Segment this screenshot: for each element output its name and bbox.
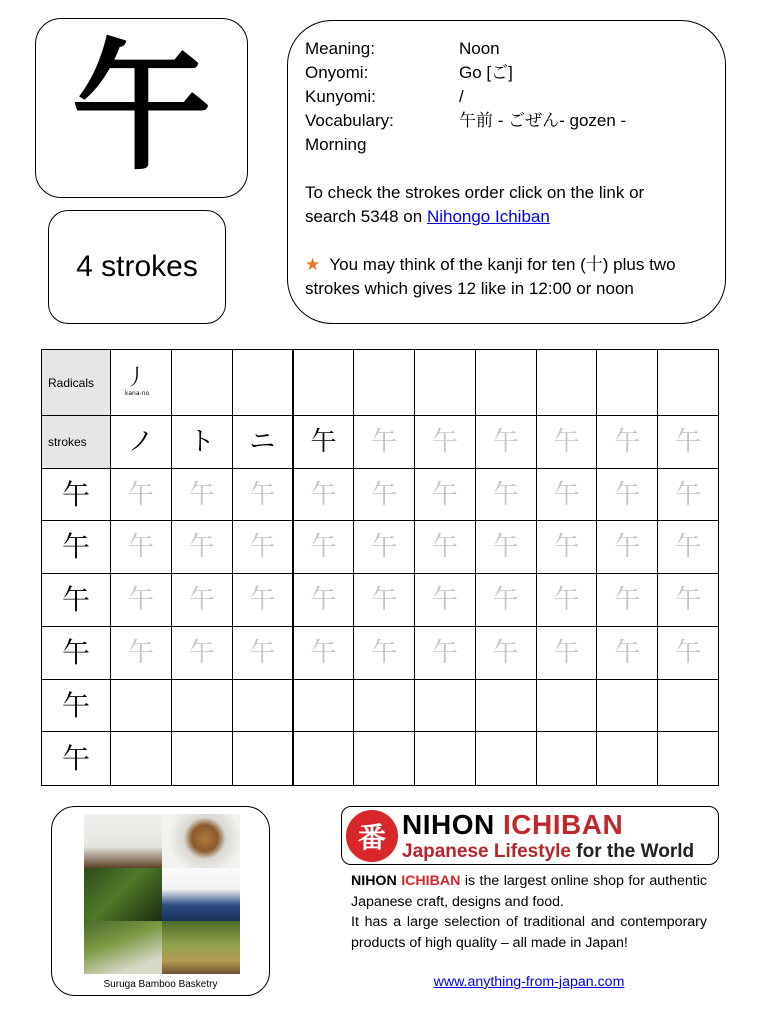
trace-kanji: 午 [553,638,580,668]
trace-kanji: 午 [310,479,337,510]
nihon-ichiban-banner[interactable] [341,806,719,865]
grid-cell[interactable] [536,416,597,469]
vocabulary-label: Vocabulary: [305,111,394,130]
grid-cell[interactable] [414,627,475,680]
grid-cell[interactable] [293,574,354,627]
model-kanji: 午 [61,636,90,669]
grid-cell[interactable] [354,732,415,786]
stroke-step: ト [188,427,215,457]
trace-kanji: 午 [249,532,276,562]
trace-kanji: 午 [188,479,215,510]
trace-kanji: 午 [371,585,398,615]
grid-cell[interactable] [536,680,597,732]
trace-kanji: 午 [614,585,641,615]
grid-cell[interactable] [293,350,354,416]
stroke-count-card [48,210,226,324]
trace-kanji: 午 [371,532,398,562]
bamboo-basketry-photos [84,814,240,974]
grid-cell[interactable] [171,416,232,469]
grid-cell[interactable] [171,680,232,732]
trace-kanji: 午 [127,479,154,510]
trace-kanji: 午 [188,585,215,615]
tip-text: You may think of the kanji for ten (十) plus two strokes which gives 12 like in 12:00 or noon [305,255,676,298]
search-text: search 5348 on [305,207,423,226]
basket-photo [162,868,240,921]
grid-cell[interactable] [658,574,719,627]
trace-kanji: 午 [675,532,702,562]
grid-row [42,469,719,521]
basket-photo [84,814,162,868]
grid-cell[interactable] [293,627,354,680]
grid-cell[interactable] [475,416,536,469]
trace-kanji: 午 [492,479,519,510]
trace-kanji: 午 [614,427,641,457]
banner-title-red: ICHIBAN [503,809,624,840]
trace-kanji: 午 [492,532,519,562]
radicals-label: Radicals [48,375,95,390]
banner-tagline-red: Japanese Lifestyle [402,841,577,862]
model-kanji: 午 [61,688,90,722]
basket-photo [84,921,162,974]
stroke-step: ノ [127,427,154,457]
grid-cell[interactable] [536,732,597,786]
shop-text-2: It has a large selection of traditional and contemporary products of high quality – all made in Japan! [351,914,707,951]
grid-cell[interactable] [658,416,719,469]
grid-cell[interactable] [536,469,597,521]
logo-character: 番 [357,821,386,854]
model-kanji: 午 [61,530,90,563]
grid-label-cell [42,416,111,469]
basket-photo [162,814,240,868]
grid-cell[interactable] [111,680,172,732]
grid-cell[interactable] [171,521,232,574]
grid-cell[interactable] [536,350,597,416]
vocabulary-value: 午前 - ごぜん- gozen - [459,111,627,130]
trace-kanji: 午 [492,638,519,668]
grid-cell[interactable] [232,469,293,521]
search-note [305,205,709,229]
grid-cell[interactable] [171,350,232,416]
grid-cell[interactable] [475,627,536,680]
banner-tagline-black: for the World [576,841,695,862]
trace-kanji: 午 [310,532,337,562]
kanji-character: 午 [71,26,212,190]
grid-cell[interactable] [475,521,536,574]
model-kanji: 午 [61,741,90,775]
shop-text-1: is the largest online shop for authentic Japanese craft, designs and food. [351,873,707,910]
grid-label-cell [42,574,111,627]
meaning-label: Meaning: [305,39,375,58]
grid-cell[interactable] [171,574,232,627]
grid-cell[interactable] [111,416,172,469]
grid-row [42,627,719,680]
kanji-card [35,18,248,198]
grid-cell[interactable] [232,732,293,786]
grid-cell[interactable] [536,574,597,627]
grid-cell[interactable] [293,416,354,469]
trace-kanji: 午 [371,479,398,510]
grid-cell[interactable] [171,469,232,521]
grid-cell[interactable] [658,627,719,680]
trace-kanji: 午 [431,427,458,457]
grid-cell[interactable] [232,574,293,627]
grid-cell[interactable] [293,469,354,521]
grid-row [42,574,719,627]
grid-label-cell [42,350,111,416]
grid-cell[interactable] [232,416,293,469]
meaning-row [305,37,709,61]
kunyomi-value: / [459,87,464,106]
trace-kanji: 午 [127,585,154,615]
trace-kanji: 午 [614,532,641,562]
grid-cell[interactable] [597,350,658,416]
shop-name-red: ICHIBAN [401,873,461,889]
grid-cell[interactable] [293,521,354,574]
onyomi-label: Onyomi: [305,63,369,82]
trace-kanji: 午 [188,532,215,562]
grid-cell[interactable] [232,521,293,574]
kanji-info-card [287,20,726,324]
grid-cell[interactable] [597,521,658,574]
grid-cell[interactable] [171,627,232,680]
grid-cell[interactable] [597,627,658,680]
grid-row [42,521,719,574]
model-kanji: 午 [61,583,90,616]
photo-card [51,806,270,996]
kanji-tip [305,253,709,301]
trace-kanji: 午 [249,585,276,615]
grid-label-cell [42,469,111,521]
trace-kanji: 午 [553,585,580,615]
onyomi-value: Go [ご] [459,63,513,82]
meaning-value: Noon [459,39,500,58]
grid-label-cell [42,732,111,786]
trace-kanji: 午 [431,638,458,668]
grid-label-cell [42,521,111,574]
grid-cell[interactable] [354,469,415,521]
grid-cell[interactable] [475,350,536,416]
star-icon: ★ [305,255,321,274]
shop-url-link[interactable]: www.anything-from-japan.com [433,974,625,990]
grid-cell[interactable] [414,350,475,416]
grid-cell[interactable] [111,732,172,786]
grid-cell[interactable] [111,350,172,416]
grid-cell[interactable] [354,350,415,416]
grid-cell[interactable] [354,627,415,680]
grid-cell[interactable] [597,469,658,521]
grid-cell[interactable] [597,680,658,732]
grid-label-cell [42,680,111,732]
stroke-count: 4 strokes [76,250,198,283]
trace-kanji: 午 [675,479,702,510]
grid-cell[interactable] [354,521,415,574]
grid-cell[interactable] [475,574,536,627]
grid-cell[interactable] [536,521,597,574]
basket-photo [162,921,240,974]
grid-cell[interactable] [414,680,475,732]
nihongo-ichiban-link[interactable]: Nihongo Ichiban [426,207,550,226]
grid-label-cell [42,627,111,680]
trace-kanji: 午 [675,638,702,668]
grid-cell[interactable] [414,469,475,521]
trace-kanji: 午 [127,532,154,562]
trace-kanji: 午 [431,532,458,562]
trace-kanji: 午 [553,532,580,562]
banner-title-black: NIHON [402,809,503,840]
grid-cell[interactable] [597,574,658,627]
basket-photo [84,868,162,921]
trace-kanji: 午 [431,479,458,510]
grid-cell[interactable] [414,416,475,469]
grid-cell[interactable] [414,732,475,786]
stroke-step: 午 [310,427,337,457]
grid-cell[interactable] [475,680,536,732]
grid-cell[interactable] [597,732,658,786]
grid-cell[interactable] [475,732,536,786]
photo-caption: Suruga Bamboo Basketry [103,979,218,990]
radical-character: 丿 [125,366,148,391]
practice-grid [41,349,719,786]
stroke-step: ニ [249,427,276,457]
grid-cell[interactable] [354,574,415,627]
trace-kanji: 午 [492,585,519,615]
trace-kanji: 午 [553,479,580,510]
grid-cell[interactable] [171,732,232,786]
grid-cell[interactable] [354,680,415,732]
grid-cell[interactable] [536,627,597,680]
kunyomi-row [305,85,709,109]
grid-cell[interactable] [658,350,719,416]
grid-cell[interactable] [658,732,719,786]
grid-cell[interactable] [414,521,475,574]
trace-kanji: 午 [675,427,702,457]
shop-description [351,871,707,953]
trace-kanji: 午 [310,638,337,668]
grid-row [42,680,719,732]
trace-kanji: 午 [614,638,641,668]
trace-kanji: 午 [249,479,276,510]
trace-kanji: 午 [188,638,215,668]
grid-cell[interactable] [658,469,719,521]
trace-kanji: 午 [249,638,276,668]
trace-kanji: 午 [431,585,458,615]
shop-url [351,974,707,990]
grid-cell[interactable] [111,469,172,521]
grid-cell[interactable] [232,680,293,732]
trace-kanji: 午 [371,427,398,457]
trace-kanji: 午 [614,479,641,510]
grid-cell[interactable] [658,680,719,732]
grid-cell[interactable] [111,574,172,627]
grid-row [42,350,719,416]
nihon-ichiban-logo-icon [346,810,398,862]
vocabulary-row [305,109,709,133]
shop-name-black: NIHON [351,873,397,889]
trace-kanji: 午 [675,585,702,615]
grid-cell[interactable] [111,627,172,680]
vocabulary-continued: Morning [305,135,367,154]
grid-cell[interactable] [232,627,293,680]
grid-cell[interactable] [293,680,354,732]
strokes-label: strokes [48,435,87,449]
trace-kanji: 午 [127,638,154,668]
trace-kanji: 午 [310,585,337,615]
model-kanji: 午 [61,477,90,511]
grid-cell[interactable] [475,469,536,521]
grid-row [42,416,719,469]
grid-cell[interactable] [111,521,172,574]
banner-tagline [402,841,694,863]
onyomi-row [305,61,709,85]
grid-cell[interactable] [597,416,658,469]
grid-cell[interactable] [414,574,475,627]
trace-kanji: 午 [371,638,398,668]
trace-kanji: 午 [492,427,519,457]
banner-title [402,809,623,841]
grid-cell[interactable] [232,350,293,416]
grid-cell[interactable] [293,732,354,786]
kunyomi-label: Kunyomi: [305,87,376,106]
grid-cell[interactable] [354,416,415,469]
trace-kanji: 午 [553,427,580,457]
radical-name: kana-no [125,390,150,397]
grid-row [42,732,719,786]
grid-cell[interactable] [658,521,719,574]
stroke-order-note: To check the strokes order click on the link or [305,183,645,202]
